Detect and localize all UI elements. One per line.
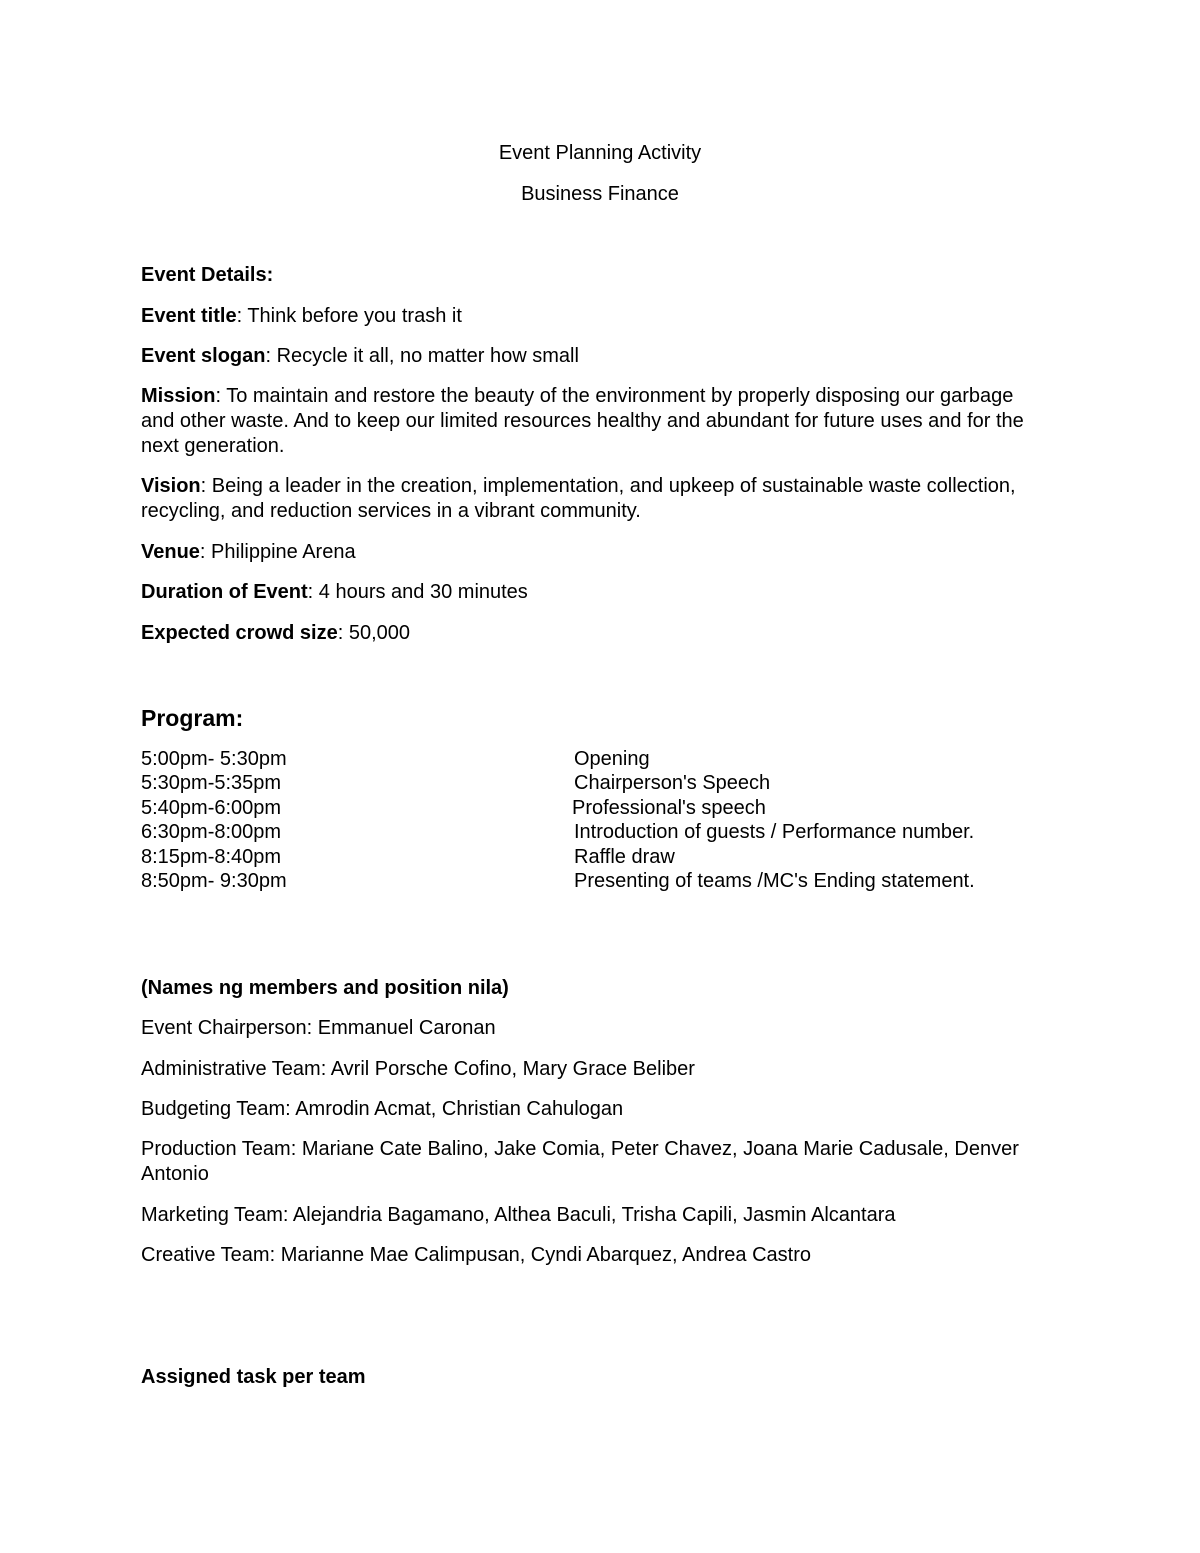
event-title-label: Event title: [141, 305, 237, 327]
members-heading: [141, 976, 509, 1001]
vision-paragraph: [141, 474, 1041, 524]
program-item: Presenting of teams /MC's Ending statement.: [574, 870, 975, 892]
event-details-heading: [141, 263, 273, 288]
duration-line: [141, 580, 528, 605]
program-row: [141, 747, 1041, 772]
program-item: Introduction of guests / Performance number.: [574, 821, 975, 843]
program-item: Raffle draw: [574, 846, 675, 868]
event-slogan-line: [141, 344, 579, 369]
members-heading-text: (Names ng members and position nila): [141, 977, 509, 999]
crowd-size-value: : 50,000: [337, 622, 411, 644]
document-subtitle: Business Finance: [521, 183, 679, 205]
member-line-marketing: Marketing Team: Alejandria Bagamano, Althea Baculi, Trisha Capili, Jasmin Alcantara: [141, 1204, 896, 1226]
program-heading: Program:: [141, 705, 244, 731]
program-row: [141, 845, 1041, 870]
tasks-heading: [141, 1365, 366, 1390]
program-row: [141, 869, 1041, 894]
venue-label: Venue: [141, 541, 200, 563]
program-time: 5:40pm-6:00pm: [141, 797, 282, 819]
member-line-production: Production Team: Mariane Cate Balino, Jake Comia, Peter Chavez, Joana Marie Cadusale, Denver Antonio: [141, 1138, 1019, 1185]
crowd-size-label: Expected crowd size: [141, 622, 338, 644]
duration-value: : 4 hours and 30 minutes: [307, 581, 528, 603]
vision-value: : Being a leader in the creation, implementation, and upkeep of sustainable waste collection, recycling, and reduction services in a vibrant community.: [141, 475, 1016, 522]
tasks-heading-text: Assigned task per team: [141, 1366, 366, 1388]
program-item: Chairperson's Speech: [574, 772, 771, 794]
program-time: 6:30pm-8:00pm: [141, 821, 282, 843]
mission-label: Mission: [141, 385, 216, 407]
program-row: [141, 820, 1041, 845]
member-line-chairperson: Event Chairperson: Emmanuel Caronan: [141, 1017, 496, 1039]
program-time: 8:50pm- 9:30pm: [141, 870, 287, 892]
venue-value: : Philippine Arena: [199, 541, 356, 563]
mission-paragraph: [141, 384, 1041, 459]
event-title-value: : Think before you trash it: [236, 305, 462, 327]
program-row: [141, 796, 1041, 821]
crowd-size-line: [141, 621, 410, 646]
program-time: 5:30pm-5:35pm: [141, 772, 282, 794]
program-time: 5:00pm- 5:30pm: [141, 748, 287, 770]
document-title: Event Planning Activity: [498, 142, 702, 164]
event-slogan-label: Event slogan: [141, 345, 266, 367]
venue-line: [141, 540, 356, 565]
event-slogan-value: : Recycle it all, no matter how small: [265, 345, 579, 367]
program-item: Opening: [574, 748, 650, 770]
vision-label: Vision: [141, 475, 201, 497]
member-line-administrative: Administrative Team: Avril Porsche Cofino, Mary Grace Beliber: [141, 1058, 695, 1080]
program-row: [141, 771, 1041, 796]
event-details-heading-text: Event Details:: [141, 264, 274, 286]
program-time: 8:15pm-8:40pm: [141, 846, 282, 868]
duration-label: Duration of Event: [141, 581, 308, 603]
mission-value: : To maintain and restore the beauty of the environment by properly disposing our garbage and other waste. And to keep our limited resources healthy and abundant for future uses and for the next generation.: [141, 385, 1024, 457]
member-line-creative: Creative Team: Marianne Mae Calimpusan, Cyndi Abarquez, Andrea Castro: [141, 1244, 811, 1266]
event-title-line: [141, 304, 462, 329]
member-line-budgeting: Budgeting Team: Amrodin Acmat, Christian Cahulogan: [141, 1098, 624, 1120]
program-item: Professional's speech: [572, 797, 766, 819]
